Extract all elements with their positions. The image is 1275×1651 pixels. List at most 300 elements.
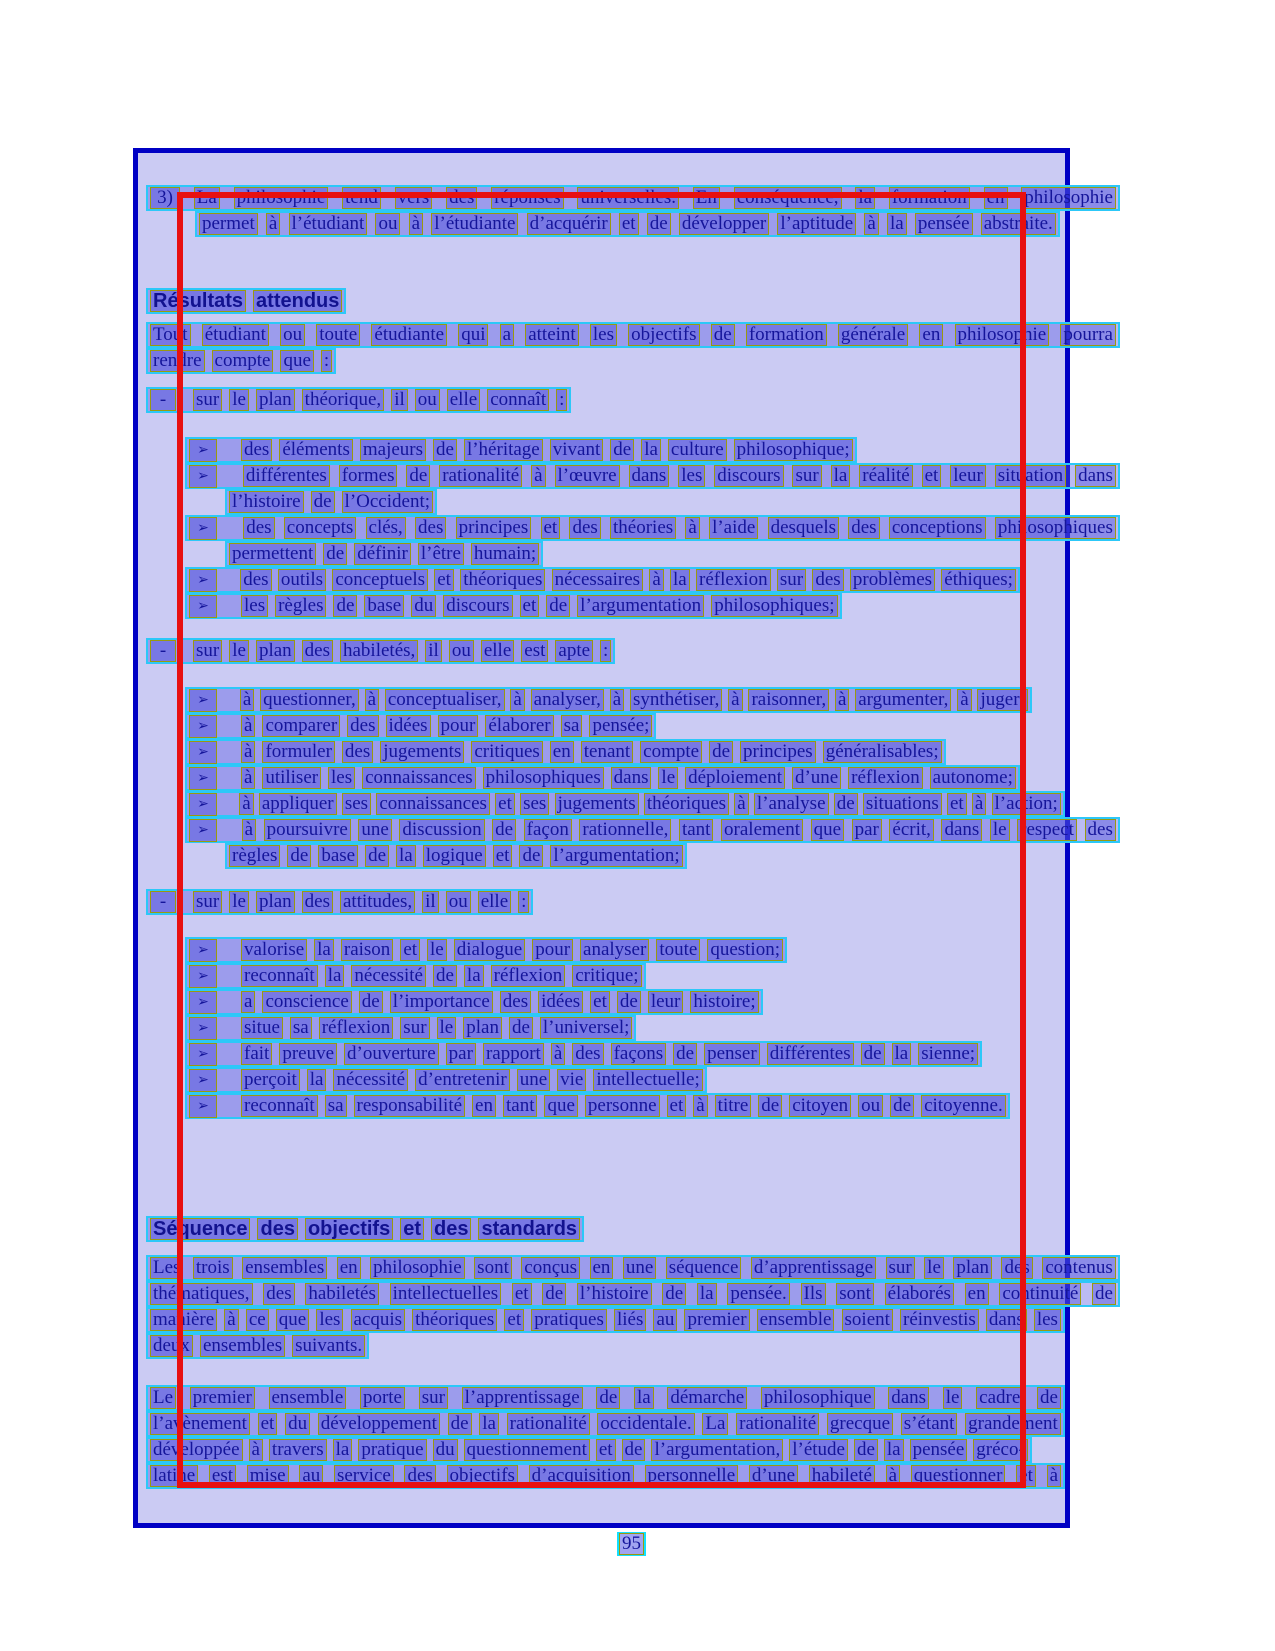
ocr-word: de: [617, 991, 641, 1013]
ocr-word: connaissances: [376, 793, 490, 815]
ocr-word: le: [943, 1387, 963, 1409]
ocr-word: personne: [585, 1095, 660, 1117]
ocr-word: à: [957, 689, 971, 711]
page-number-value: 95: [619, 1533, 644, 1555]
ocr-word: plan: [256, 389, 295, 411]
ocr-word: à: [551, 1043, 565, 1065]
ocr-word: développer: [679, 213, 769, 235]
ocr-word: l’étudiant: [289, 213, 368, 235]
ocr-word: objectifs: [628, 324, 699, 346]
ocr-word: théoriques: [412, 1309, 497, 1331]
ocr-word: tant: [679, 819, 714, 841]
ocr-word: les: [590, 324, 617, 346]
ocr-line: [185, 1041, 982, 1067]
ocr-word: plan: [463, 1017, 502, 1039]
ocr-word: ou: [415, 389, 440, 411]
ocr-word: preuve: [279, 1043, 337, 1065]
ocr-line: [185, 437, 857, 463]
ocr-word: que: [544, 1095, 577, 1117]
ocr-word: pour: [532, 939, 573, 961]
ocr-word: les: [678, 465, 705, 487]
ocr-word: dans: [888, 1387, 929, 1409]
ocr-word: personnelle: [645, 1465, 739, 1487]
ocr-word: la: [887, 213, 907, 235]
ocr-word: formation: [746, 324, 827, 346]
ocr-word: poursuivre: [264, 819, 351, 841]
ocr-word: l’être: [418, 543, 464, 565]
ocr-line-row: [146, 1411, 1126, 1437]
item-number: 3): [150, 187, 180, 209]
ocr-word: des: [431, 1218, 471, 1240]
ocr-word: argumenter,: [855, 689, 951, 711]
ocr-word: définir: [354, 543, 411, 565]
ocr-word: ou: [446, 891, 471, 913]
ocr-line-row: [146, 348, 1126, 374]
ocr-word: compte: [640, 741, 702, 763]
ocr-word: réflexion: [848, 767, 923, 789]
ocr-line-row: [146, 463, 1126, 489]
ocr-word: connaissances: [362, 767, 476, 789]
ocr-word: situation: [995, 465, 1066, 487]
ocr-word: de: [519, 845, 543, 867]
ocr-word: raisonner,: [748, 689, 829, 711]
ocr-word: elle: [481, 640, 514, 662]
ocr-word: outils: [278, 569, 326, 591]
ocr-line-row: [146, 1093, 1126, 1119]
dash-bullet-icon: -: [150, 389, 176, 411]
ocr-word: en: [590, 1257, 614, 1279]
ocr-word: rationalité: [736, 1413, 819, 1435]
ocr-word: développée: [150, 1439, 243, 1461]
ocr-word: sont: [836, 1283, 874, 1305]
ocr-word: développement: [318, 1413, 440, 1435]
ocr-word: l’argumentation,: [651, 1439, 783, 1461]
text-block-dash: [146, 638, 1126, 664]
ocr-line: [146, 889, 533, 915]
ocr-word: des: [241, 439, 272, 461]
ocr-word: la: [333, 1439, 353, 1461]
ocr-word: juger;: [977, 689, 1027, 711]
ocr-word: déploiement: [685, 767, 785, 789]
ocr-word: est: [521, 640, 548, 662]
text-block-heading: [146, 1216, 1126, 1242]
ocr-word: de: [890, 1095, 914, 1117]
ocr-word: permettent: [229, 543, 316, 565]
ocr-word: et: [504, 1309, 524, 1331]
ocr-word: thématiques,: [150, 1283, 253, 1305]
ocr-word: de: [861, 1043, 885, 1065]
ocr-word: Tout: [150, 324, 191, 346]
ocr-word: est: [209, 1465, 236, 1487]
ocr-word: la: [634, 1387, 654, 1409]
ocr-word: d’entretenir: [415, 1069, 510, 1091]
ocr-word: que: [276, 1309, 309, 1331]
ocr-word: a: [500, 324, 514, 346]
ocr-line: [146, 322, 1120, 348]
ocr-word: à: [886, 1465, 900, 1487]
ocr-word: dans: [611, 767, 652, 789]
ocr-word: de: [433, 439, 457, 461]
ocr-word: concepts: [284, 517, 356, 539]
ocr-word: à: [531, 465, 545, 487]
ocr-word: différentes: [767, 1043, 854, 1065]
ocr-word: et: [493, 845, 513, 867]
ocr-word: atteint: [525, 324, 578, 346]
ocr-word: à: [734, 793, 748, 815]
ocr-word: du: [285, 1413, 310, 1435]
ocr-word: pratique: [358, 1439, 426, 1461]
ocr-line: [146, 638, 615, 664]
ocr-word: que: [280, 350, 313, 372]
ocr-word: cadre: [976, 1387, 1023, 1409]
ocr-line: [185, 1067, 707, 1093]
ocr-word: pensée;: [589, 715, 652, 737]
ocr-word: des: [446, 187, 477, 209]
ocr-line-row: [146, 515, 1126, 541]
ocr-word: suivants.: [292, 1335, 365, 1357]
ocr-word: porte: [360, 1387, 405, 1409]
ocr-word: acquis: [351, 1309, 406, 1331]
ocr-word: responsabilité: [354, 1095, 466, 1117]
arrow-bullet-icon: ➢: [189, 439, 217, 462]
ocr-word: rapport: [483, 1043, 544, 1065]
ocr-word: au: [653, 1309, 677, 1331]
ocr-word: des: [1085, 819, 1116, 841]
ocr-word: éthiques;: [941, 569, 1016, 591]
ocr-word: habiletés,: [340, 640, 418, 662]
ocr-word: philosophiques;: [711, 595, 837, 617]
ocr-word: il: [425, 640, 442, 662]
ocr-word: sa: [290, 1017, 312, 1039]
text-block-para: [146, 1255, 1126, 1359]
ocr-word: générale: [838, 324, 908, 346]
ocr-word: le: [229, 640, 249, 662]
ocr-line: [146, 288, 346, 314]
ocr-word: analyser: [580, 939, 649, 961]
ocr-word: reconnaît: [241, 1095, 318, 1117]
ocr-word: de: [509, 1017, 533, 1039]
arrow-bullet-icon: ➢: [189, 1069, 217, 1092]
ocr-word: de: [365, 845, 389, 867]
ocr-word: étudiante: [371, 324, 447, 346]
ocr-word: autonome;: [930, 767, 1016, 789]
ocr-line: [185, 739, 946, 765]
ocr-word: ou: [858, 1095, 883, 1117]
ocr-word: formes: [339, 465, 398, 487]
ocr-word: ou: [449, 640, 474, 662]
ocr-word: réalité: [859, 465, 912, 487]
ocr-word: logique: [423, 845, 486, 867]
ocr-word: de: [673, 1043, 697, 1065]
ocr-word: le: [229, 891, 249, 913]
ocr-line-row: [146, 1437, 1126, 1463]
ocr-word: réflexion: [319, 1017, 394, 1039]
ocr-line-row: [146, 1216, 1126, 1242]
ocr-word: ensembles: [200, 1335, 285, 1357]
ocr-line-row: [146, 687, 1126, 713]
ocr-word: des: [1001, 1257, 1032, 1279]
ocr-word: conscience: [262, 991, 351, 1013]
page-number: [617, 1532, 646, 1556]
ocr-word: compte: [212, 350, 274, 372]
ocr-word: les: [1034, 1309, 1061, 1331]
ocr-word: l’étudiante: [431, 213, 518, 235]
ocr-line-row: [146, 713, 1126, 739]
ocr-word: du: [433, 1439, 458, 1461]
ocr-word: le: [229, 389, 249, 411]
ocr-line-row: [146, 1307, 1126, 1333]
ocr-word: à: [728, 689, 742, 711]
ocr-word: Ils: [801, 1283, 826, 1305]
ocr-word: de: [711, 324, 735, 346]
ocr-word: intellectuelle;: [593, 1069, 702, 1091]
text-block-list: [146, 437, 1126, 619]
ocr-word: attendus: [253, 290, 342, 312]
ocr-word: jugements: [555, 793, 639, 815]
ocr-word: pensée: [910, 1439, 968, 1461]
ocr-line-row: [146, 288, 1126, 314]
ocr-word: l’histoire: [229, 491, 304, 513]
ocr-line: [185, 817, 1120, 843]
ocr-word: critique;: [572, 965, 641, 987]
ocr-word: le: [427, 939, 447, 961]
ocr-word: le: [437, 1017, 457, 1039]
ocr-word: généralisables;: [823, 741, 942, 763]
ocr-word: vivant: [550, 439, 604, 461]
ocr-word: analyser,: [531, 689, 604, 711]
ocr-word: la: [307, 1069, 327, 1091]
ocr-word: l’argumentation: [577, 595, 704, 617]
ocr-word: l’héritage: [464, 439, 543, 461]
ocr-line-row: [146, 489, 1126, 515]
ocr-word: sienne;: [918, 1043, 978, 1065]
ocr-word: sur: [777, 569, 806, 591]
ocr-word: elle: [478, 891, 511, 913]
ocr-word: le: [924, 1257, 944, 1279]
ocr-word: sa: [325, 1095, 347, 1117]
ocr-line: [146, 348, 336, 374]
ocr-word: ensemble: [757, 1309, 835, 1331]
ocr-word: de: [406, 465, 430, 487]
ocr-word: l’apprentissage: [462, 1387, 583, 1409]
ocr-word: à: [685, 517, 699, 539]
ocr-word: latine: [150, 1465, 198, 1487]
ocr-word: principes: [740, 741, 816, 763]
ocr-word: soient: [842, 1309, 893, 1331]
ocr-word: rationalité: [507, 1413, 590, 1435]
ocr-word: d’acquérir: [527, 213, 611, 235]
ocr-word: leur: [648, 991, 684, 1013]
ocr-line-row: [146, 1463, 1126, 1489]
ocr-word: et: [495, 793, 515, 815]
text-block-para: [146, 1385, 1126, 1489]
ocr-word: vie: [557, 1069, 586, 1091]
ocr-word: gréco-: [973, 1439, 1028, 1461]
arrow-bullet-icon: ➢: [189, 767, 217, 790]
ocr-line: [185, 713, 656, 739]
ocr-word: oralement: [721, 819, 803, 841]
ocr-line: [146, 387, 571, 413]
ocr-word: d’une: [749, 1465, 798, 1487]
ocr-word: de: [546, 595, 570, 617]
ocr-word: élaborés: [885, 1283, 954, 1305]
ocr-word: toute: [316, 324, 360, 346]
text-block-dash: [146, 889, 1126, 915]
ocr-word: s’étant: [901, 1413, 958, 1435]
ocr-word: critiques: [471, 741, 542, 763]
ocr-word: La: [194, 187, 220, 209]
ocr-line: [146, 1255, 1120, 1281]
ocr-word: de: [622, 1439, 646, 1461]
ocr-word: à: [365, 689, 379, 711]
arrow-bullet-icon: ➢: [189, 991, 217, 1014]
ocr-word: que: [811, 819, 844, 841]
ocr-word: majeurs: [360, 439, 426, 461]
ocr-word: leur: [950, 465, 986, 487]
ocr-word: elle: [447, 389, 480, 411]
ocr-word: philosophie: [234, 187, 329, 209]
ocr-line: [225, 489, 437, 515]
ocr-word: connaît: [487, 389, 549, 411]
ocr-word: occidentale.: [597, 1413, 694, 1435]
ocr-word: La: [702, 1413, 728, 1435]
ocr-word: citoyen: [789, 1095, 851, 1117]
ocr-word: en: [965, 1283, 989, 1305]
ocr-word: formation: [889, 187, 970, 209]
ocr-word: théorique,: [302, 389, 385, 411]
ocr-word: :: [600, 640, 611, 662]
ocr-word: différentes: [243, 465, 330, 487]
ocr-word: de: [433, 965, 457, 987]
ocr-word: et: [541, 517, 561, 539]
ocr-word: sur: [886, 1257, 915, 1279]
ocr-line-row: [146, 937, 1126, 963]
arrow-bullet-icon: ➢: [189, 595, 217, 618]
ocr-word: conceptuels: [332, 569, 428, 591]
ocr-word: à: [864, 213, 878, 235]
ocr-word: sont: [474, 1257, 512, 1279]
ocr-word: et: [947, 793, 967, 815]
ocr-line-row: [146, 791, 1126, 817]
ocr-word: clés,: [366, 517, 406, 539]
ocr-word: a: [241, 991, 255, 1013]
ocr-line-row: [146, 1015, 1126, 1041]
ocr-word: par: [852, 819, 882, 841]
ocr-word: manière: [150, 1309, 217, 1331]
ocr-word: à: [972, 793, 986, 815]
ocr-word: la: [884, 1439, 904, 1461]
ocr-line: [185, 515, 1120, 541]
ocr-word: discours: [443, 595, 512, 617]
arrow-bullet-icon: ➢: [189, 965, 217, 988]
ocr-line-row: [146, 765, 1126, 791]
ocr-word: et: [434, 569, 454, 591]
ocr-word: sa: [561, 715, 583, 737]
ocr-word: idées: [386, 715, 431, 737]
ocr-word: sur: [193, 389, 222, 411]
ocr-word: philosophiques: [995, 517, 1116, 539]
ocr-word: objectifs: [305, 1218, 393, 1240]
ocr-word: appliquer: [259, 793, 337, 815]
ocr-word: élaborer: [485, 715, 553, 737]
ocr-word: pour: [438, 715, 479, 737]
ocr-word: théories: [610, 517, 676, 539]
ocr-word: dialogue: [454, 939, 525, 961]
ocr-word: conceptualiser,: [385, 689, 505, 711]
ocr-word: des: [263, 1283, 294, 1305]
ocr-word: les: [316, 1309, 343, 1331]
ocr-word: règles: [275, 595, 326, 617]
ocr-line: [185, 1015, 636, 1041]
arrow-bullet-icon: ➢: [189, 741, 217, 764]
ocr-line: [185, 463, 1120, 489]
ocr-word: réponses: [491, 187, 563, 209]
ocr-word: questionner: [911, 1465, 1006, 1487]
ocr-word: à: [239, 793, 253, 815]
ocr-word: de: [854, 1439, 878, 1461]
text-block-dash: [146, 387, 1126, 413]
arrow-bullet-icon: ➢: [189, 939, 217, 962]
ocr-word: séquence: [666, 1257, 742, 1279]
ocr-line-row: [146, 593, 1126, 619]
ocr-word: et: [400, 1218, 424, 1240]
arrow-bullet-icon: ➢: [189, 1043, 217, 1066]
ocr-word: grecque: [827, 1413, 893, 1435]
dash-bullet-icon: -: [150, 891, 176, 913]
ocr-word: premier: [684, 1309, 749, 1331]
ocr-word: à: [241, 715, 255, 737]
ocr-word: en: [472, 1095, 496, 1117]
ocr-word: à: [409, 213, 423, 235]
ocr-word: penser: [704, 1043, 760, 1065]
ocr-word: des: [415, 517, 446, 539]
ocr-word: base: [318, 845, 358, 867]
ocr-word: des: [500, 991, 531, 1013]
ocr-word: l’aide: [709, 517, 758, 539]
ocr-word: en: [984, 187, 1008, 209]
ocr-word: la: [892, 1043, 912, 1065]
ocr-word: à: [241, 741, 255, 763]
ocr-word: qui: [458, 324, 488, 346]
ocr-word: ses: [342, 793, 371, 815]
ocr-word: des: [257, 1218, 297, 1240]
ocr-word: une: [517, 1069, 550, 1091]
ocr-word: une: [623, 1257, 656, 1279]
ocr-word: :: [518, 891, 529, 913]
ocr-word: du: [411, 595, 436, 617]
ocr-word: ses: [520, 793, 549, 815]
ocr-line: [146, 1385, 1065, 1411]
ocr-word: intellectuelles: [390, 1283, 502, 1305]
ocr-word: à: [510, 689, 524, 711]
ocr-word: travers: [269, 1439, 327, 1461]
ocr-word: la: [670, 569, 690, 591]
ocr-word: et: [400, 939, 420, 961]
ocr-line: [146, 1307, 1065, 1333]
ocr-word: pensée.: [727, 1283, 789, 1305]
ocr-line: [146, 1216, 584, 1242]
ocr-word: à: [649, 569, 663, 591]
ocr-word: nécessaires: [552, 569, 643, 591]
dash-bullet-icon: -: [150, 640, 176, 662]
ocr-word: le: [658, 767, 678, 789]
ocr-word: l’analyse: [754, 793, 829, 815]
ocr-word: liés: [614, 1309, 646, 1331]
ocr-word: de: [323, 543, 347, 565]
ocr-word: l’importance: [390, 991, 493, 1013]
text-block-heading: [146, 288, 1126, 314]
ocr-word: valorise: [241, 939, 307, 961]
